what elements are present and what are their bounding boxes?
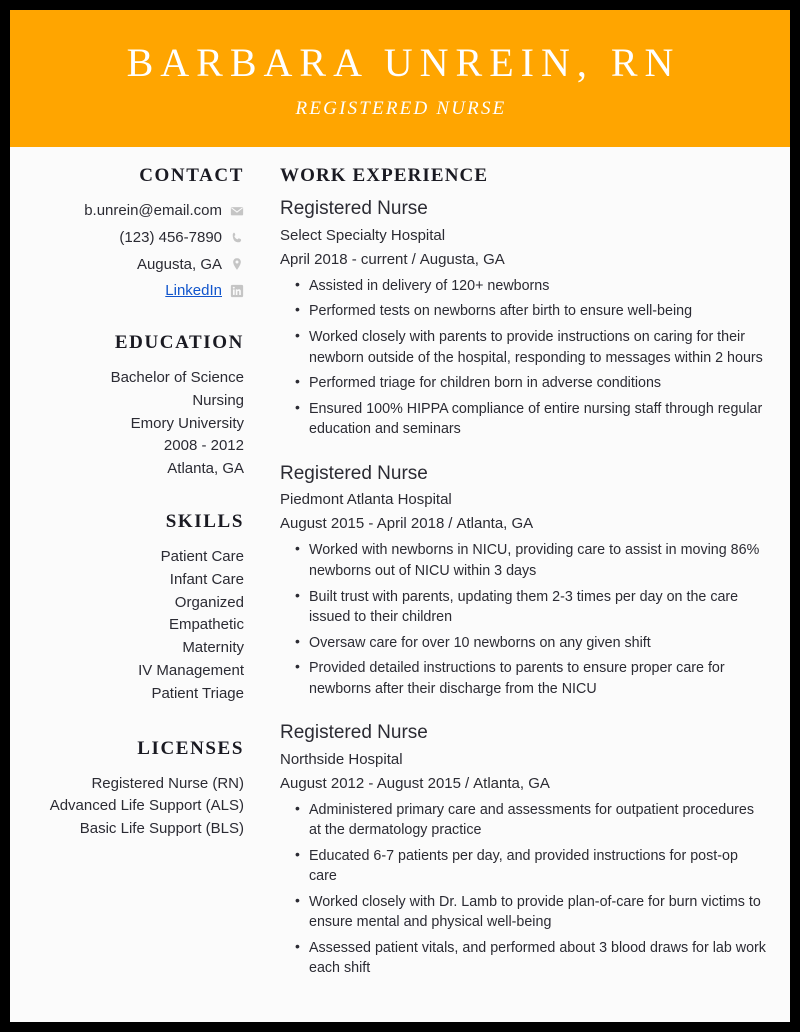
education-line: Emory University [130, 414, 244, 432]
education-heading: EDUCATION [114, 332, 244, 353]
envelope-icon [230, 204, 244, 218]
skills-section [24, 511, 244, 706]
job-title: Registered Nurse [280, 198, 428, 219]
job-meta [280, 513, 766, 534]
licenses-heading: LICENSES [137, 737, 244, 759]
skill-item: Patient Triage [151, 684, 244, 702]
skill-item: Patient Care [160, 547, 244, 565]
sidebar-column [10, 165, 244, 871]
contact-item-phone [24, 227, 244, 249]
education-line: 2008 - 2012 [163, 437, 244, 455]
job-location: Atlanta, GA [456, 515, 534, 533]
candidate-name: BARBARA UNREIN, RN [126, 39, 681, 85]
job-bullet-list [280, 276, 766, 440]
license-item: Basic Life Support (BLS) [79, 820, 244, 838]
job-bullet-list [280, 540, 766, 699]
job-bullet: • Ensured 100% HIPPA compliance of entire nursing staff through regular education and seminars [280, 399, 766, 440]
job-bullet: • Performed triage for children born in adverse conditions [280, 373, 766, 393]
contact-location-text: Augusta, GA [136, 255, 222, 273]
licenses-section [24, 738, 244, 841]
job-company: Northside Hospital [280, 750, 403, 768]
contact-phone-text: (123) 456-7890 [119, 228, 222, 246]
job-bullet: • Worked closely with Dr. Lamb to provide plan-of-care for burn victims to ensure mental and physical well-being [280, 892, 766, 933]
job-bullet: • Worked closely with parents to provide instructions on caring for their newborn outside of the hospital, responding to messages within 2 hours [280, 327, 766, 368]
job-company: Piedmont Atlanta Hospital [280, 491, 452, 509]
contact-item-email [24, 200, 244, 222]
job-bullet: • Assessed patient vitals, and performed about 3 blood draws for lab work each shift [280, 938, 766, 979]
job-bullet-list [280, 800, 766, 979]
skills-heading: SKILLS [165, 510, 244, 532]
education-line: Atlanta, GA [167, 460, 244, 478]
license-item: Registered Nurse (RN) [91, 774, 244, 792]
contact-section [24, 165, 244, 302]
map-pin-icon [230, 257, 244, 271]
job-entry [280, 462, 766, 699]
job-location: Augusta, GA [419, 250, 505, 268]
job-bullet: • Performed tests on newborns after birth to ensure well-being [280, 301, 766, 321]
resume-header-banner [10, 10, 790, 147]
job-meta [280, 249, 766, 270]
skill-item: Organized [174, 593, 244, 611]
linkedin-link[interactable]: LinkedIn [165, 282, 222, 300]
education-section [24, 332, 244, 481]
contact-item-location [24, 254, 244, 276]
job-bullet: • Administered primary care and assessments for outpatient procedures at the dermatology practice [280, 800, 766, 841]
linkedin-icon[interactable] [230, 284, 244, 298]
job-bullet: • Educated 6-7 patients per day, and provided instructions for post-op care [280, 846, 766, 887]
job-entry [280, 721, 766, 979]
job-dates: August 2015 - April 2018 [280, 515, 445, 533]
candidate-job-title: REGISTERED NURSE [295, 97, 507, 119]
job-bullet: • Assisted in delivery of 120+ newborns [280, 276, 766, 296]
skill-item: IV Management [138, 661, 244, 679]
education-line: Bachelor of Science [110, 369, 244, 386]
resume-body [10, 147, 790, 984]
phone-icon [230, 231, 244, 245]
job-title: Registered Nurse [280, 722, 428, 744]
job-bullet: • Built trust with parents, updating them 2-3 times per day on the care issued to their children [280, 587, 766, 628]
job-meta [280, 773, 766, 794]
skill-item: Maternity [182, 639, 244, 657]
job-company: Select Specialty Hospital [280, 226, 446, 244]
main-column [244, 165, 790, 984]
resume-page [10, 10, 790, 1022]
job-bullet: • Provided detailed instructions to parents to ensure proper care for newborns after their discharge from the NICU [280, 658, 766, 699]
job-dates: April 2018 - current [280, 250, 408, 268]
job-bullet: • Oversaw care for over 10 newborns on any given shift [280, 633, 766, 653]
job-meta-separator: / [464, 774, 470, 792]
job-meta-separator: / [411, 250, 416, 268]
job-bullet: • Worked with newborns in NICU, providing care to assist in moving 86% newborns out of NICU within 3 days [280, 540, 766, 581]
job-location: Atlanta, GA [473, 774, 550, 792]
education-line: Nursing [192, 391, 244, 409]
job-title: Registered Nurse [280, 462, 428, 484]
contact-item-linkedin[interactable] [24, 280, 244, 302]
job-meta-separator: / [448, 515, 453, 533]
skill-item: Empathetic [168, 616, 244, 634]
job-dates: August 2012 - August 2015 [280, 774, 461, 792]
contact-heading: CONTACT [139, 165, 244, 186]
job-entry [280, 197, 766, 440]
skill-item: Infant Care [169, 570, 244, 588]
contact-email-text: b.unrein@email.com [84, 202, 222, 219]
license-item: Advanced Life Support (ALS) [49, 797, 244, 815]
work-experience-heading: WORK EXPERIENCE [280, 165, 489, 186]
